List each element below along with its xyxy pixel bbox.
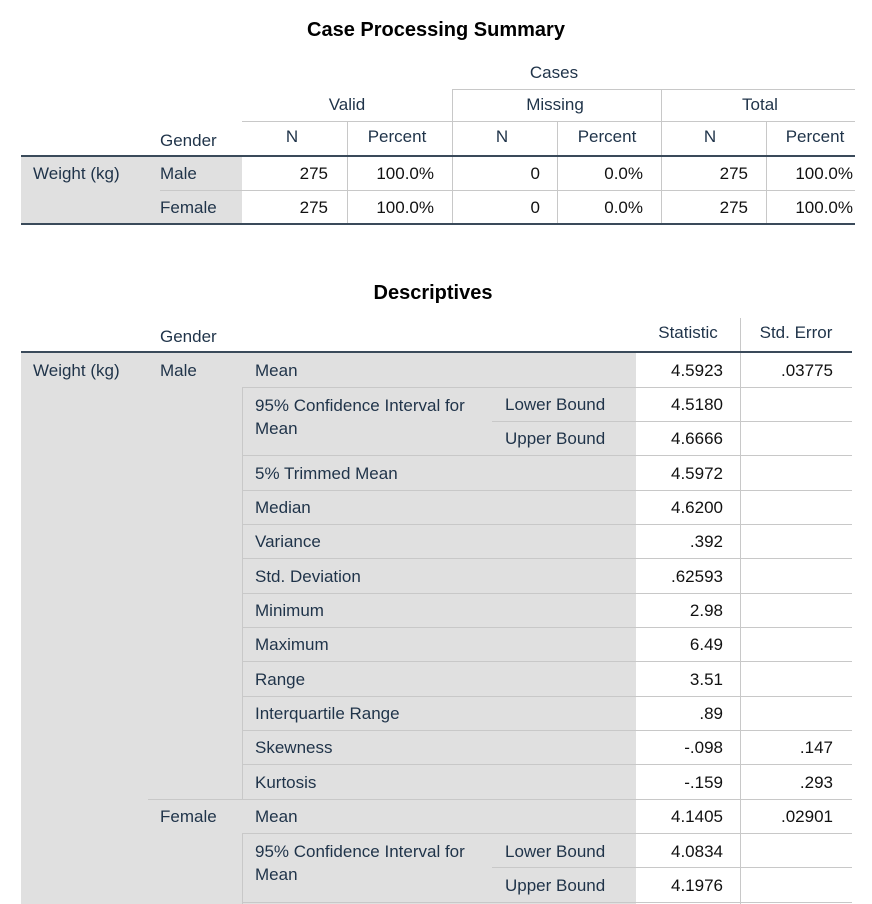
statistic-value: 4.5923 [671,361,723,380]
statistic-value: -.098 [684,738,723,757]
missing-n-cell: 0 [530,164,540,183]
gender-cell: Male [160,164,197,183]
divider [160,190,855,191]
total-percent-cell: 100.0% [795,164,853,183]
divider [242,121,855,122]
statistic-value: .392 [689,532,723,551]
divider [242,387,852,388]
statistic-label: Mean [255,807,298,826]
header-rule [21,351,852,353]
statistic-label: Minimum [255,601,324,620]
bound-label: Upper Bound [505,429,606,448]
statistic-value: -.159 [684,773,723,792]
divider [242,730,852,731]
variable-label: Weight (kg) [33,361,120,380]
n-header: N [495,127,509,146]
valid-header: Valid [328,95,366,114]
divider [242,490,852,491]
std-error-value: .02901 [781,807,833,826]
gender-group-label: Male [160,361,197,380]
bound-label: Lower Bound [505,395,606,414]
divider [242,833,243,904]
statistic-label: Maximum [255,635,329,654]
total-percent-cell: 100.0% [795,198,853,217]
statistic-label: 95% Confidence Interval for Mean [255,396,465,438]
valid-n-cell: 275 [299,198,328,217]
gender-header: Gender [160,327,217,346]
gender-cell: Female [160,198,217,217]
divider [242,902,852,903]
descriptives-title: Descriptives [373,282,493,304]
variable-label: Weight (kg) [33,164,120,183]
std-error-value: .293 [799,773,833,792]
statistic-label: Std. Deviation [255,567,361,586]
divider [452,89,855,90]
divider [242,524,852,525]
statistic-label: Variance [255,532,321,551]
statistic-label: Skewness [255,738,333,757]
std-error-value: .03775 [781,361,833,380]
table-bottom-rule [21,223,855,225]
statistic-value: 6.49 [689,635,723,654]
total-n-cell: 275 [719,164,748,183]
statistic-label: Interquartile Range [255,704,400,723]
statistic-value: 4.5972 [671,464,723,483]
statistic-label: Mean [255,361,298,380]
statistic-label: 5% Trimmed Mean [255,464,398,483]
gender-group-label: Female [160,807,217,826]
divider [242,833,852,834]
divider [242,558,852,559]
statistic-value: .62593 [671,567,723,586]
statistic-value: .89 [699,704,723,723]
percent-header: Percent [785,127,845,146]
valid-percent-cell: 100.0% [376,198,434,217]
missing-percent-cell: 0.0% [604,198,643,217]
statistic-value: 2.98 [689,601,723,620]
divider [242,593,852,594]
total-n-cell: 275 [719,198,748,217]
divider [492,867,852,868]
divider [148,799,852,800]
header-rule [21,155,855,157]
divider [492,421,852,422]
statistic-value: 4.0834 [671,842,723,861]
missing-header: Missing [526,95,584,114]
total-header: Total [742,95,778,114]
divider [242,455,852,456]
valid-n-cell: 275 [299,164,328,183]
statistic-label: Range [255,670,306,689]
cases-header: Cases [529,63,579,82]
statistic-value: 4.6200 [671,498,723,517]
divider [242,696,852,697]
divider [242,764,852,765]
n-header: N [285,127,299,146]
case-summary-title: Case Processing Summary [307,19,565,41]
statistic-value: 4.1405 [671,807,723,826]
missing-n-cell: 0 [530,198,540,217]
valid-percent-cell: 100.0% [376,164,434,183]
divider [242,627,852,628]
percent-header: Percent [367,127,427,146]
n-header: N [703,127,717,146]
std-error-value: .147 [799,738,833,757]
statistic-value: 4.1976 [671,876,723,895]
statistic-value: 4.5180 [671,395,723,414]
divider [242,387,243,799]
statistic-header: Statistic [658,323,718,342]
statistic-label: Kurtosis [255,773,317,792]
std-error-header: Std. Error [759,323,833,342]
percent-header: Percent [577,127,637,146]
statistic-value: 4.6666 [671,429,723,448]
gender-header: Gender [160,131,217,150]
statistic-label: 95% Confidence Interval for Mean [255,842,465,884]
bound-label: Upper Bound [505,876,606,895]
divider [242,661,852,662]
missing-percent-cell: 0.0% [604,164,643,183]
bound-label: Lower Bound [505,842,606,861]
statistic-value: 3.51 [689,670,723,689]
statistic-label: Median [255,498,311,517]
